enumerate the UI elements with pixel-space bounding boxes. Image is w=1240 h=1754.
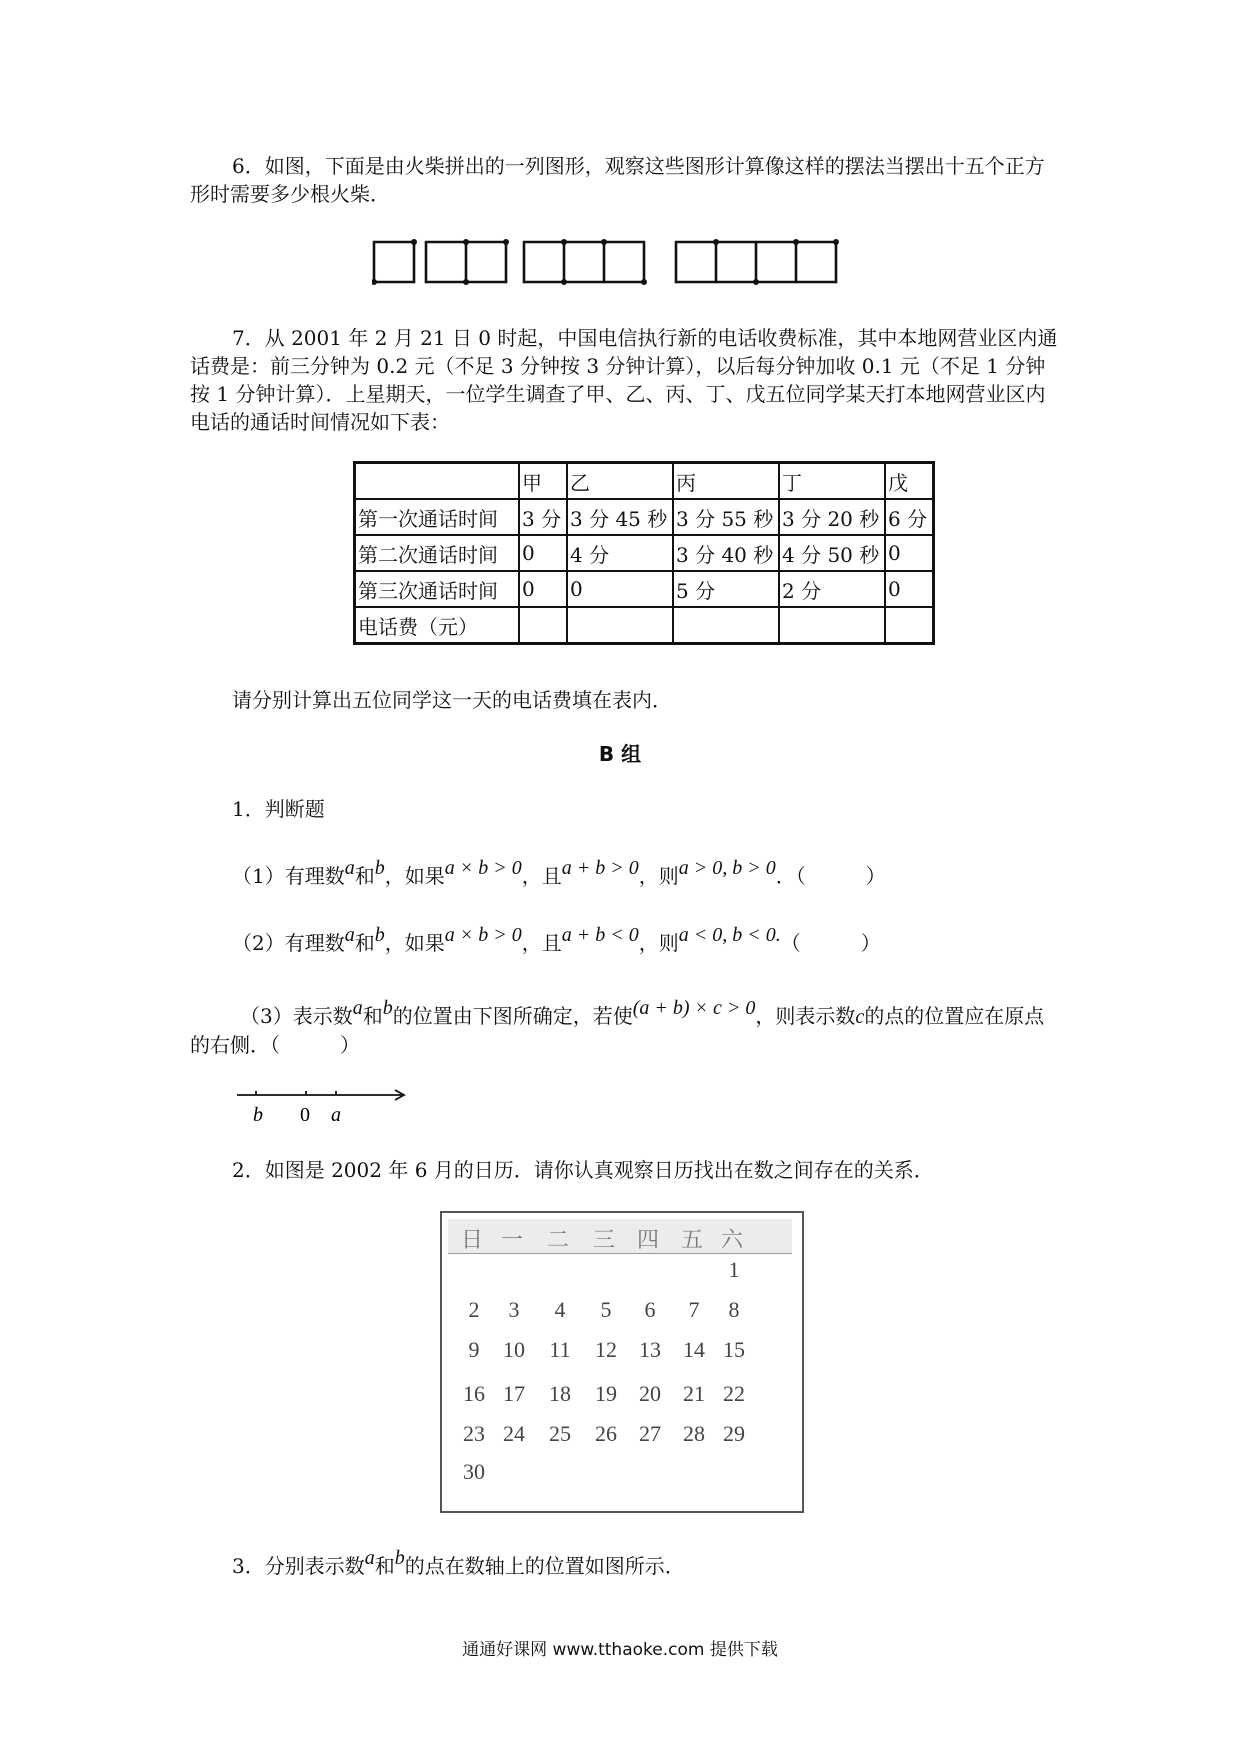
calendar-day: 17	[503, 1381, 525, 1406]
question-6: 6．如图，下面是由火柴拼出的一列图形，观察这些图形计算像这样的摆法当摆出十五个正方形时需要多少根火柴．	[190, 154, 1045, 206]
label-0: 0	[300, 1104, 310, 1126]
table-cell: 3 分 20 秒	[779, 499, 885, 535]
calendar-day: 8	[728, 1297, 740, 1322]
footer-credit: 通通好课网 www.tthaoke.com 提供下载	[462, 1640, 778, 1660]
table-cell	[567, 607, 673, 644]
question-7: 7．从 2001 年 2 月 21 日 0 时起，中国电信执行新的电话收费标准，其中本地网营业区内通话费是：前三分钟为 0.2 元（不足 3 分钟按 3 分钟计算），以后每分钟加收 0.1 元（不足 1 分钟按 1 分钟计算）．上星期天，一位学生调查了甲、乙、丙、丁、戊五位同学某天打本地网营业区内电话的通话时间情况如下表：	[190, 326, 1058, 434]
question-2: 2．如图是 2002 年 6 月的日历．请你认真观察日历找出在数之间存在的关系．	[232, 1158, 934, 1182]
calendar-june-2002	[440, 1211, 804, 1513]
table-cell: 3 分 45 秒	[567, 499, 673, 535]
table-row	[355, 571, 934, 607]
label-a: a	[331, 1104, 341, 1126]
table-cell: 0	[567, 571, 673, 607]
calendar-day: 10	[503, 1337, 525, 1362]
table-cell	[355, 463, 520, 500]
table-cell	[779, 607, 885, 644]
table-row	[355, 535, 934, 571]
table-cell: 5 分	[673, 571, 779, 607]
calendar-day: 5	[600, 1297, 612, 1322]
table-cell: 第一次通话时间	[355, 499, 520, 535]
question-1-1: （1）有理数a和b，如果a × b > 0，且a + b > 0，则a > 0, b > 0．（ ）	[232, 857, 886, 888]
table-cell	[519, 607, 567, 644]
calendar-day: 4	[554, 1297, 566, 1322]
calendar-day: 28	[683, 1421, 705, 1446]
table-row	[355, 499, 934, 535]
number-line	[233, 1083, 413, 1127]
question-3: 3．分别表示数a和b的点在数轴上的位置如图所示．	[232, 1547, 685, 1578]
calendar-day: 25	[549, 1421, 571, 1446]
calendar-day: 22	[723, 1381, 745, 1406]
question-7-instruction: 请分别计算出五位同学这一天的电话费填在表内．	[232, 688, 672, 712]
table-cell: 电话费（元）	[355, 607, 520, 644]
table-cell: 丁	[779, 463, 885, 500]
calendar-day: 14	[683, 1337, 705, 1362]
table-cell: 戊	[885, 463, 934, 500]
table-cell: 第三次通话时间	[355, 571, 520, 607]
calendar-day: 27	[639, 1421, 661, 1446]
table-cell: 0	[519, 571, 567, 607]
table-cell: 4 分 50 秒	[779, 535, 885, 571]
table-cell: 3 分 55 秒	[673, 499, 779, 535]
calendar-day: 26	[595, 1421, 617, 1446]
calendar-weekday: 一	[500, 1228, 523, 1253]
calendar-day: 15	[723, 1337, 745, 1362]
calendar-weekday: 六	[720, 1228, 743, 1253]
table-cell: 0	[885, 571, 934, 607]
group-b-heading: B 组	[598, 742, 642, 766]
calendar-day: 9	[468, 1337, 480, 1362]
table-cell: 第二次通话时间	[355, 535, 520, 571]
table-cell: 0	[885, 535, 934, 571]
phone-fee-table	[353, 461, 935, 645]
calendar-weekday: 日	[460, 1228, 483, 1253]
calendar-day: 21	[683, 1381, 705, 1406]
calendar-day: 23	[463, 1421, 485, 1446]
calendar-day: 7	[688, 1297, 700, 1322]
table-cell: 丙	[673, 463, 779, 500]
calendar-day: 20	[639, 1381, 661, 1406]
table-cell: 3 分	[519, 499, 567, 535]
calendar-weekday: 三	[592, 1228, 615, 1253]
calendar-weekday: 五	[680, 1228, 703, 1253]
calendar-day: 30	[463, 1459, 485, 1484]
calendar-day: 2	[468, 1297, 480, 1322]
calendar-day: 16	[463, 1381, 485, 1406]
question-1-2: （2）有理数a和b，如果a × b > 0，且a + b < 0，则a < 0, b < 0.（ ）	[232, 924, 881, 955]
calendar-weekday-header	[448, 1219, 792, 1254]
calendar-weekday: 四	[636, 1228, 659, 1253]
calendar-day: 12	[595, 1337, 617, 1362]
calendar-day: 3	[508, 1297, 520, 1322]
table-header-row	[355, 463, 934, 500]
calendar-day: 6	[644, 1297, 656, 1322]
question-1-title: 1．判断题	[232, 797, 325, 821]
calendar-weekday: 二	[546, 1228, 569, 1253]
table-cell: 乙	[567, 463, 673, 500]
calendar-day: 24	[503, 1421, 525, 1446]
calendar-day: 19	[595, 1381, 617, 1406]
matchstick-figure	[372, 239, 878, 287]
calendar-day: 29	[723, 1421, 745, 1446]
table-cell	[673, 607, 779, 644]
calendar-day: 1	[728, 1257, 740, 1282]
calendar-day: 13	[639, 1337, 661, 1362]
calendar-day: 18	[549, 1381, 571, 1406]
table-cell: 2 分	[779, 571, 885, 607]
calendar-day: 11	[549, 1337, 571, 1362]
table-row	[355, 607, 934, 644]
table-cell: 0	[519, 535, 567, 571]
table-cell: 甲	[519, 463, 567, 500]
table-cell	[885, 607, 934, 644]
table-cell: 4 分	[567, 535, 673, 571]
label-b: b	[253, 1104, 263, 1126]
table-cell: 6 分	[885, 499, 934, 535]
table-cell: 3 分 40 秒	[673, 535, 779, 571]
question-1-3: （3）表示数a和b的位置由下图所确定，若使(a + b) × c > 0，则表示数c的点的位置应在原点的右侧．（ ）	[190, 997, 1045, 1057]
